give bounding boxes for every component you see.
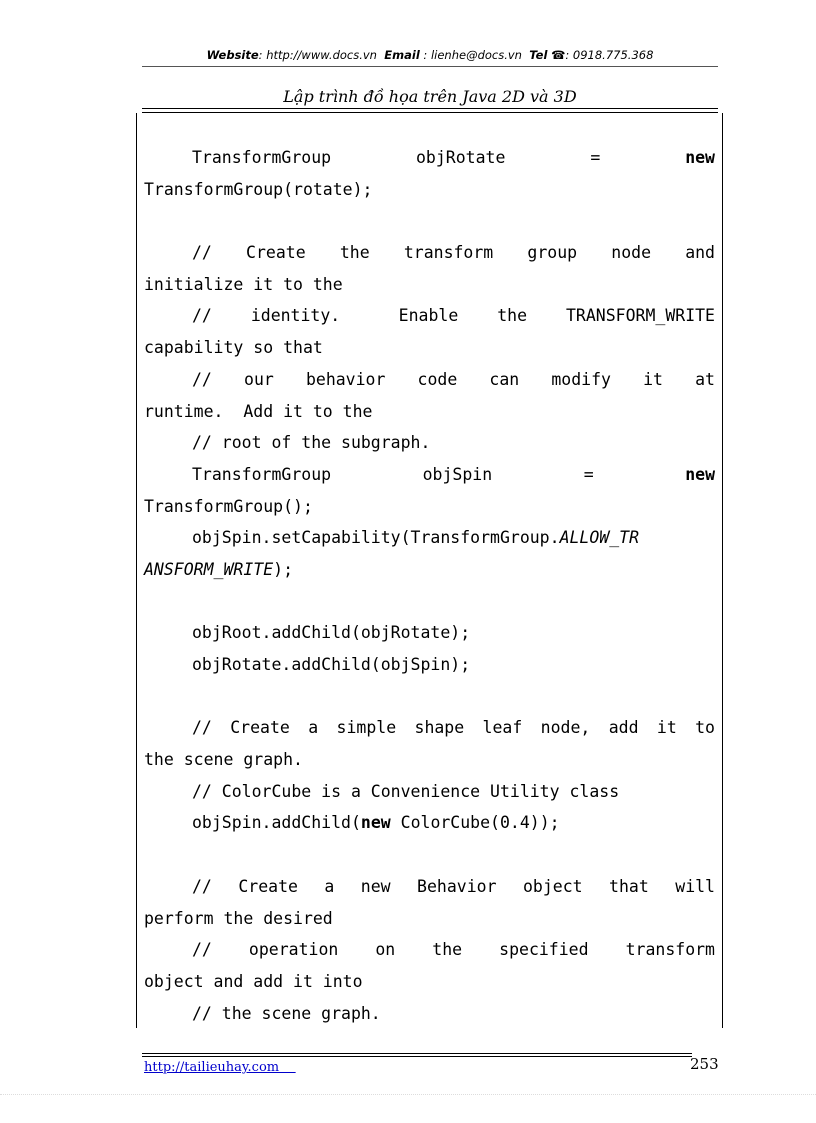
page-number: 253	[690, 1055, 719, 1073]
keyword-new: new	[685, 464, 716, 484]
code-line: TransformGroup objSpin = new	[192, 464, 716, 484]
code-line: // Create the transform group node and	[192, 243, 715, 263]
code-line: objRoot.addChild(objRotate);	[192, 623, 471, 643]
code-line: // Create a simple shape leaf node, add it to	[192, 718, 715, 738]
code-line: ANSFORM_WRITE);	[144, 559, 294, 579]
code-line: // identity. Enable the TRANSFORM_WRITE	[192, 306, 715, 326]
email-label: Email	[384, 48, 420, 62]
code-line: object and add it into	[144, 971, 363, 991]
blank-line	[144, 586, 715, 618]
blank-line	[144, 205, 715, 237]
code-line: TransformGroup objRotate = new	[192, 148, 715, 167]
code-line: objSpin.addChild(new ColorCube(0.4));	[192, 813, 560, 833]
left-border	[136, 113, 137, 1028]
email-value[interactable]: : lienhe@docs.vn	[423, 48, 522, 62]
code-line: // root of the subgraph.	[192, 433, 431, 453]
site-header	[142, 48, 718, 62]
code-line: runtime. Add it to the	[144, 401, 373, 421]
tel-label: Tel	[529, 48, 548, 62]
code-line: perform the desired	[144, 908, 333, 928]
code-line: the scene graph.	[144, 750, 303, 770]
website-label: Website	[206, 48, 259, 62]
code-line: objSpin.setCapability(TransformGroup.ALLOW_TR	[192, 528, 640, 548]
page-edge	[0, 1094, 816, 1095]
code-line: TransformGroup(rotate);	[144, 179, 373, 199]
code-line: // the scene graph.	[192, 1003, 381, 1023]
footer-rule	[142, 1053, 692, 1057]
footer-link[interactable]: http://tailieuhay.com	[144, 1060, 296, 1075]
code-block	[144, 142, 715, 1029]
code-line: // Create a new Behavior object that will	[192, 876, 715, 896]
code-line: // our behavior code can modify it at	[192, 369, 715, 389]
blank-line	[144, 839, 715, 871]
tel-value: : 0918.775.368	[565, 48, 654, 62]
code-line: // ColorCube is a Convenience Utility class	[192, 781, 620, 801]
keyword-new: new	[360, 813, 391, 833]
code-line: objRotate.addChild(objSpin);	[192, 655, 471, 674]
keyword-new: new	[685, 148, 715, 167]
code-line: initialize it to the	[144, 274, 343, 294]
code-line: // operation on the specified transform	[192, 940, 715, 960]
title-rule	[142, 108, 718, 113]
header-rule	[142, 66, 718, 67]
blank-line	[144, 681, 715, 713]
code-line: capability so that	[144, 338, 323, 358]
right-border	[722, 113, 723, 1028]
phone-icon: ☎	[551, 48, 566, 62]
document-title: Lập trình đồ họa trên Java 2D và 3D	[283, 87, 577, 106]
website-value[interactable]: : http://www.docs.vn	[258, 48, 377, 62]
code-line: TransformGroup();	[144, 496, 313, 516]
